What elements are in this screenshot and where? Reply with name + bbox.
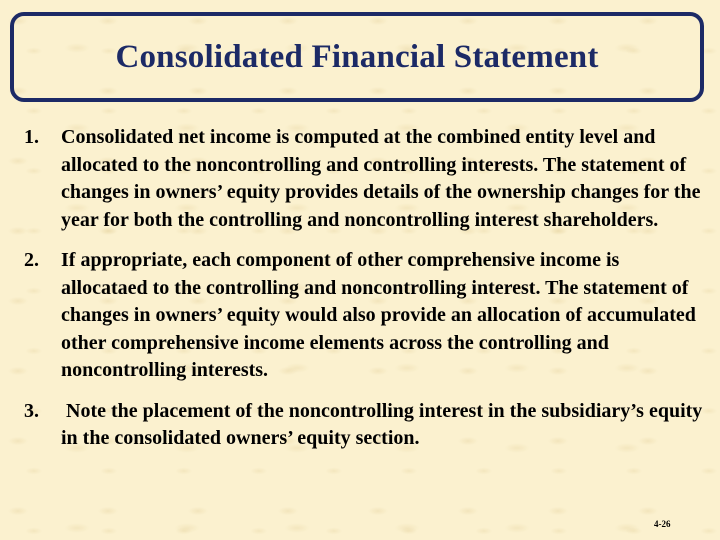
list-item-number: 1. [24,126,39,148]
slide-title: Consolidated Financial Statement [115,38,599,75]
list-item [24,124,704,234]
page-number: 4-26 [654,519,671,529]
list-item-text: Consolidated net income is computed at the combined entity level and allocated to the noncontrolling and controlling interests. The statement of changes in owners’ equity provides details of the ownership changes for the year for both the controlling and noncontrolling interest shareholders. [61,126,701,231]
title-box [10,12,704,102]
list-item-text: Note the placement of the noncontrolling interest in the subsidiary’s equity in the consolidated owners’ equity section. [61,399,708,449]
numbered-list [24,124,708,466]
list-item [24,398,708,453]
list-item [24,247,704,385]
list-item-text: If appropriate, each component of other comprehensive income is allocataed to the controlling and noncontrolling interest. The statement of changes in owners’ equity would also provide an allocation of accumulated other comprehensive income elements across the controlling and noncontrolling interests. [61,249,696,381]
list-item-number: 3. [24,399,39,422]
list-item-number: 2. [24,249,39,271]
